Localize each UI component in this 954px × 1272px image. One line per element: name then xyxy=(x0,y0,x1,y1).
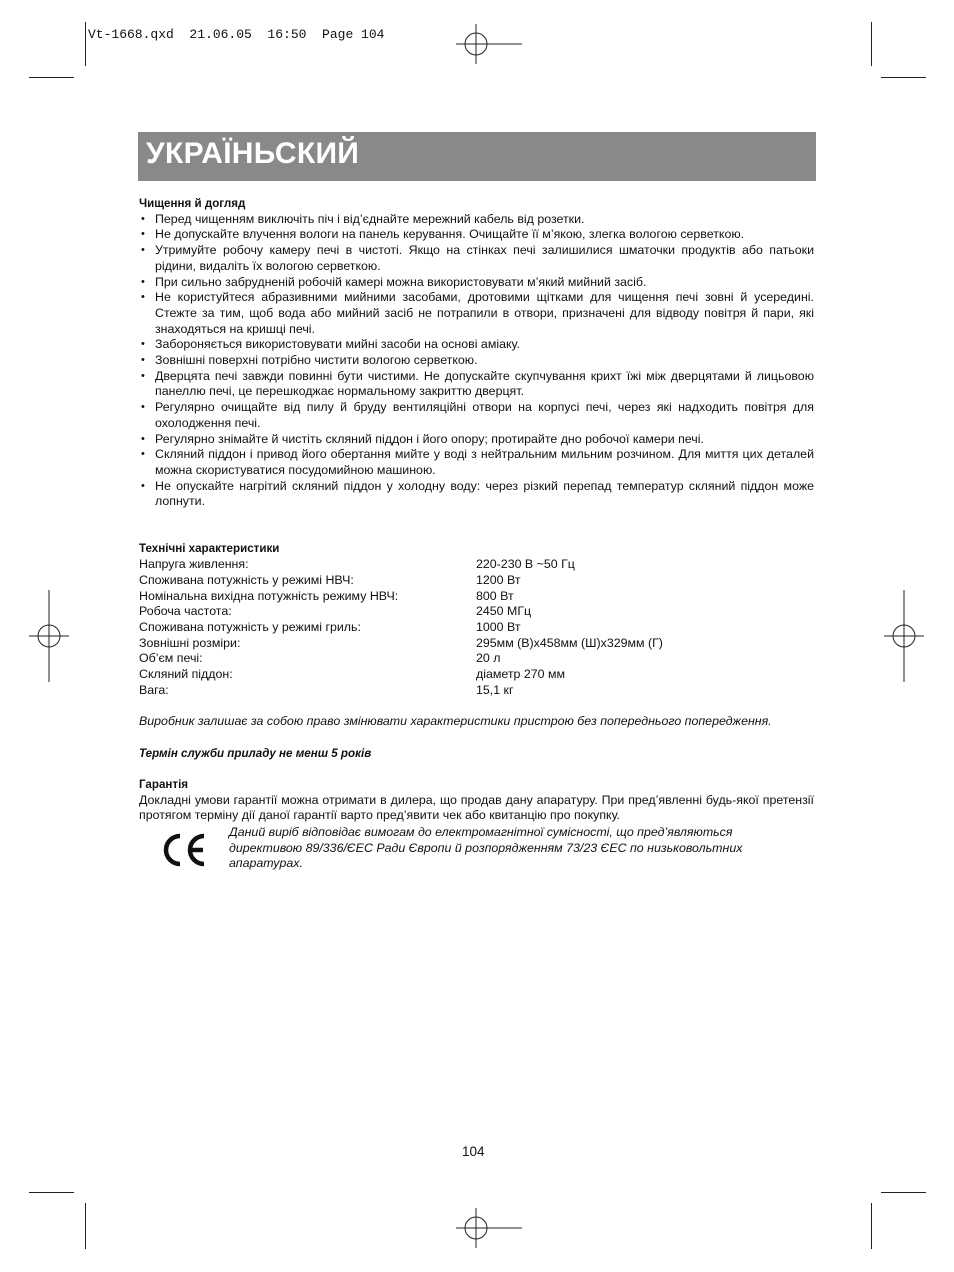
list-item: • Скляний піддон і привод його обертання мийте у воді з нейтральним мильним розчином. Для миття цих деталей можна скористуватися посудомийною машиною. xyxy=(141,447,814,477)
spec-value: 295мм (В)х458мм (Ш)х329мм (Г) xyxy=(476,635,663,650)
list-item: • Не користуйтеся абразивними мийними засобами, дротовими щітками для чищення печі зовні й усередині. Стежте за тим, щоб вода або мийний засіб не потрапили в отвори, призначені для відводу повітря й пари, які знаходяться на кришці печі. xyxy=(141,290,814,336)
list-item: • Дверцята печі завжди повинні бути чистими. Не допускайте скупчування крихт їжі між дверцятами й лицьовою панеллю печі, це перешкоджає нормальному закриттю дверцят. xyxy=(141,368,814,399)
service-life-note: Термін служби приладу не менш 5 років xyxy=(139,746,372,760)
ce-mark-icon xyxy=(160,830,210,870)
table-row xyxy=(139,573,814,589)
table-row xyxy=(139,557,814,573)
warranty-text: Докладні умови гарантії можна отримати в дилера, що продав дану апаратуру. При пред’явленні будь-якої претензії протягом терміну дії даної гарантії варто пред’явити чек або квитанцію про покупку. xyxy=(139,792,814,823)
table-row xyxy=(139,651,814,667)
table-row xyxy=(139,604,814,620)
crop-mark xyxy=(881,77,926,78)
spec-value: 20 л xyxy=(476,651,501,666)
bullet-icon: • xyxy=(141,291,145,304)
list-item: • Не допускайте влучення вологи на панель керування. Очищайте її м’якою, злегка вологою серветкою. xyxy=(141,227,745,242)
bullet-icon: • xyxy=(141,369,145,382)
spec-label: Зовнішні розміри: xyxy=(139,635,241,650)
bullet-icon: • xyxy=(141,432,145,445)
page-title: УКРАЇНЬСКИЙ xyxy=(146,137,360,170)
ce-compliance-text: Даний виріб відповідає вимогам до електромагнітної сумісності, що пред’являються директивою 89/336/ЄЕС Ради Європи й розпорядженням 73/23 ЄЕС по низьковольтних апаратурах. xyxy=(229,825,743,871)
spec-value: 1200 Вт xyxy=(476,572,521,587)
spec-value: 220-230 В ~50 Гц xyxy=(476,557,575,572)
spec-label: Вага: xyxy=(139,682,169,697)
table-row xyxy=(139,589,814,605)
page-number: 104 xyxy=(462,1144,485,1159)
spec-value: 800 Вт xyxy=(476,588,514,603)
crop-mark xyxy=(29,77,74,78)
crop-mark xyxy=(871,1203,872,1249)
bullet-icon: • xyxy=(141,212,145,225)
spec-label: Споживана потужність у режимі НВЧ: xyxy=(139,572,354,587)
list-item: • Утримуйте робочу камеру печі в чистоті. Якщо на стінках печі залишилися шматочки продуктів або патьоки рідини, видаліть їх вологою серветкою. xyxy=(141,243,814,273)
list-item: • Не опускайте нагрітий скляний піддон у холодну воду: через різкий перепад температур скляний піддон може лопнути. xyxy=(141,478,814,509)
registration-mark-icon xyxy=(29,590,69,682)
table-row xyxy=(139,683,814,699)
spec-value: 2450 МГц xyxy=(476,604,532,619)
table-row xyxy=(139,620,814,636)
table-row xyxy=(139,667,814,683)
spec-label: Робоча частота: xyxy=(139,604,232,619)
table-row xyxy=(139,636,814,652)
cleaning-list xyxy=(139,212,814,510)
crop-mark xyxy=(85,1203,86,1249)
spec-label: Напруга живлення: xyxy=(139,557,249,572)
bullet-icon: • xyxy=(141,354,145,367)
registration-mark-icon xyxy=(884,590,924,682)
change-notice: Виробник залишає за собою право змінювати характеристики пристрою без попереднього попередження. xyxy=(139,714,772,729)
ce-mark-logo xyxy=(160,830,210,870)
spec-value: 15,1 кг xyxy=(476,682,514,697)
bullet-icon: • xyxy=(141,275,145,288)
bullet-icon: • xyxy=(141,479,145,492)
crop-mark xyxy=(85,22,86,66)
bullet-icon: • xyxy=(141,244,145,257)
spec-value: 1000 Вт xyxy=(476,619,521,634)
bullet-icon: • xyxy=(141,338,145,351)
list-item: • Зовнішні поверхні потрібно чистити вологою серветкою. xyxy=(141,353,478,368)
bullet-icon: • xyxy=(141,401,145,414)
specs-heading: Технічні характеристики xyxy=(139,542,280,556)
list-item: • Регулярно очищайте від пилу й бруду вентиляційні отвори на корпусі печі, через які надходить повітря для охолодження печі. xyxy=(141,400,814,430)
spec-value: діаметр 270 мм xyxy=(476,667,566,682)
crop-mark xyxy=(29,1192,74,1193)
bullet-icon: • xyxy=(141,228,145,241)
crop-mark xyxy=(881,1192,926,1193)
list-item: • Перед чищенням виключіть піч і від’єднайте мережний кабель від розетки. xyxy=(141,211,585,226)
spec-label: Споживана потужність у режимі гриль: xyxy=(139,619,361,634)
spec-label: Номінальна вихідна потужність режиму НВЧ: xyxy=(139,588,399,603)
cleaning-heading: Чищення й догляд xyxy=(139,197,246,210)
spec-label: Об’єм печі: xyxy=(139,651,203,666)
list-item: • Забороняється використовувати мийні засоби на основі аміаку. xyxy=(141,337,520,352)
registration-mark-icon xyxy=(456,1208,522,1248)
registration-mark-icon xyxy=(456,24,522,64)
crop-mark xyxy=(871,22,872,66)
main-content xyxy=(139,196,814,824)
print-slug: Vt-1668.qxd 21.06.05 16:50 Page 104 xyxy=(88,27,385,42)
list-item: • Регулярно знімайте й чистіть скляний піддон і його опору; протирайте дно робочої камери печі. xyxy=(141,431,704,446)
list-item: • При сильно забрудненій робочій камері можна використовувати м’який мийний засіб. xyxy=(141,274,647,289)
section-banner xyxy=(138,132,816,181)
specs-table xyxy=(139,557,814,698)
bullet-icon: • xyxy=(141,448,145,461)
warranty-heading: Гарантія xyxy=(139,777,189,791)
spec-label: Скляний піддон: xyxy=(139,667,233,682)
